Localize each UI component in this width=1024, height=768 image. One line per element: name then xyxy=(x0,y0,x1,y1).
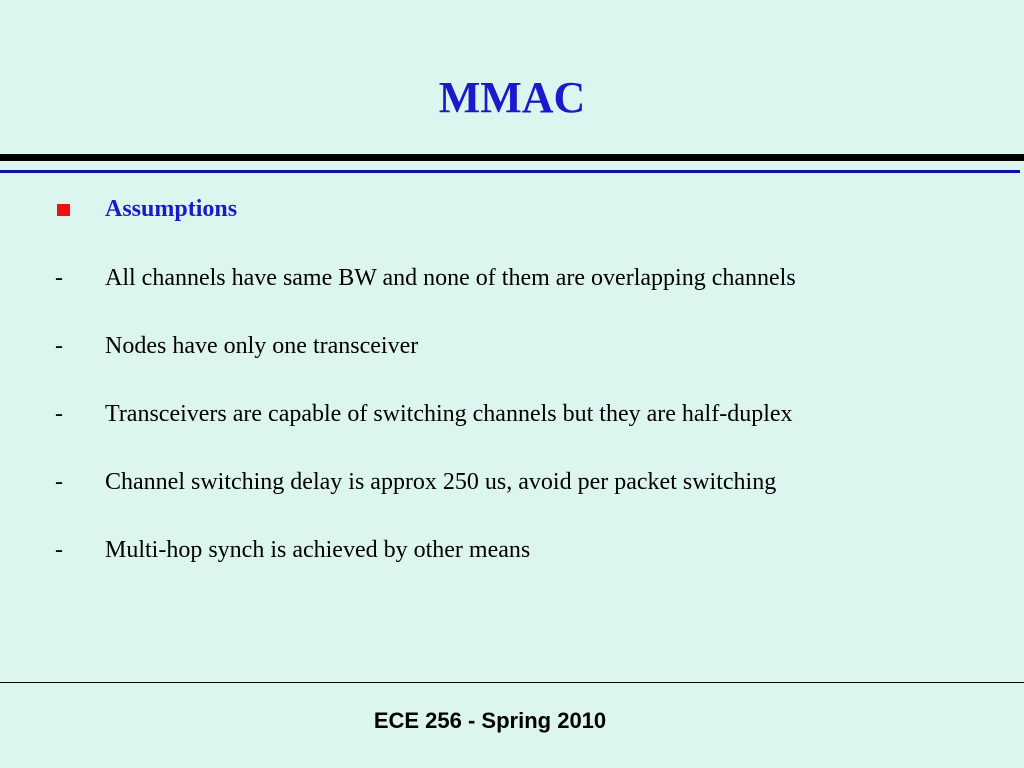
list-item-text: Channel switching delay is approx 250 us, avoid per packet switching xyxy=(105,469,777,495)
slide-title: MMAC xyxy=(438,73,586,122)
dash-marker: - xyxy=(55,265,63,291)
list-item xyxy=(0,262,1024,294)
list-item-text: All channels have same BW and none of them are overlapping channels xyxy=(105,265,796,291)
title-divider-blue xyxy=(0,170,1020,173)
dash-marker: - xyxy=(55,401,63,427)
slide-footer: ECE 256 - Spring 2010 xyxy=(373,708,607,733)
list-item xyxy=(0,466,1024,498)
dash-marker: - xyxy=(55,537,63,563)
dash-marker: - xyxy=(55,469,63,495)
list-item-text: Transceivers are capable of switching channels but they are half-duplex xyxy=(105,401,793,427)
list-item-text: Multi-hop synch is achieved by other means xyxy=(105,537,531,563)
list-item xyxy=(0,534,1024,566)
square-bullet-icon xyxy=(57,204,70,216)
list-item-text: Nodes have only one transceiver xyxy=(105,333,419,359)
dash-marker: - xyxy=(55,333,63,359)
section-heading: Assumptions xyxy=(105,196,238,222)
section-heading-row xyxy=(0,194,1024,224)
list-item xyxy=(0,398,1024,430)
list-item xyxy=(0,330,1024,362)
footer-divider xyxy=(0,682,1024,683)
title-divider-thick xyxy=(0,154,1024,161)
